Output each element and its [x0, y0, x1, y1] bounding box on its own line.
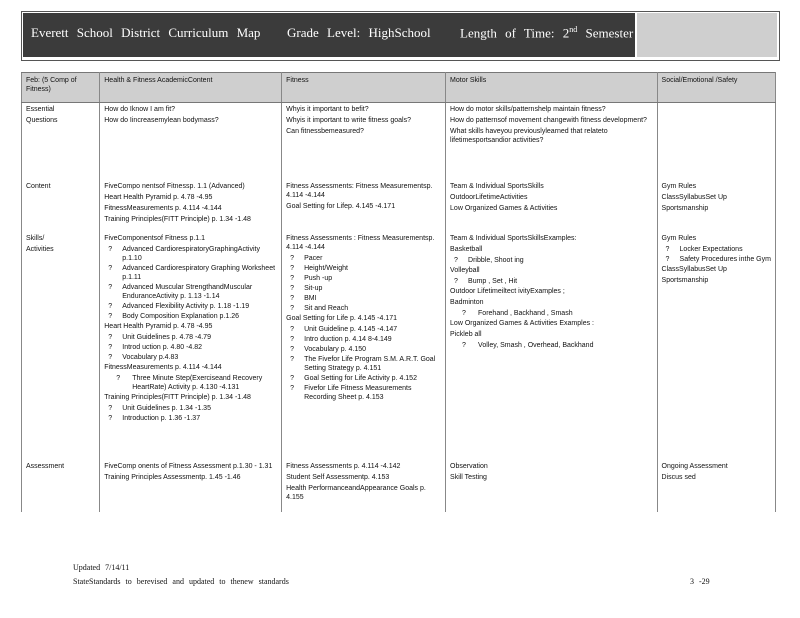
bullet-item — [286, 335, 441, 344]
bullet-marker: ? — [116, 375, 121, 382]
cell-line: Gym Rules — [661, 235, 697, 242]
bullet-text: BMI — [304, 295, 317, 302]
cell-social — [657, 232, 775, 460]
cell-health — [100, 180, 282, 232]
updated-date: Updated 7/14/11 — [73, 563, 130, 572]
bullet-item — [104, 414, 277, 423]
bullet-item — [286, 345, 441, 354]
bullet-item — [286, 294, 441, 303]
cell-line: Badminton — [450, 299, 484, 306]
bullet-text: Vocabulary p. 4.150 — [304, 346, 367, 353]
cell-line: Volleyball — [450, 267, 480, 274]
bullet-text: Safety Procedures inthe Gym — [679, 256, 771, 263]
row-label-line: Questions — [26, 117, 58, 124]
bullet-text: Locker Expectations — [679, 246, 743, 253]
cell-health — [100, 103, 282, 181]
bullet-marker: ? — [462, 310, 466, 317]
cell-line: OutdoorLifetimeActivities — [450, 194, 528, 201]
cell-line: Health PerformanceandAppearance Goals p. 4.155 — [286, 485, 426, 501]
cell-line: How do patternsof movement changewith fitness development? — [450, 117, 647, 124]
cell-line: How do Iknow I am fit? — [104, 106, 176, 113]
cell-line: How do Iincreasemylean bodymass? — [104, 117, 219, 124]
bullet-item — [286, 374, 441, 383]
cell-line: Fitness Assessments: Fitness Measurementsp. 4.114 -4.144 — [286, 183, 433, 199]
bullet-text: Height/Weight — [304, 265, 348, 272]
cell-line: Sportsmanship — [661, 277, 709, 284]
bullet-text: Unit Guidelines p. 4.78 -4.79 — [122, 334, 211, 341]
header-light-panel — [637, 13, 777, 57]
cell-line: Fitness Assessments : Fitness Measurementsp. 4.114 -4.144 — [286, 235, 435, 251]
bullet-item — [104, 353, 277, 362]
bullet-item — [286, 304, 441, 313]
bullet-text: Body Composition Explanation p.1.26 — [122, 313, 239, 320]
cell-line: Ongoing Assessment — [661, 463, 728, 470]
bullet-text: Bump , Set , Hit — [468, 278, 518, 285]
cell-line: Skill Testing — [450, 474, 487, 481]
cell-line: Low Organized Games & Activities — [450, 205, 558, 212]
bullet-marker: ? — [665, 256, 670, 263]
bullet-marker: ? — [108, 246, 113, 253]
bullet-marker: ? — [108, 405, 113, 412]
table-row-skills-activities — [22, 232, 776, 460]
cell-motor — [446, 180, 658, 232]
bullet-item — [662, 255, 771, 264]
bullet-marker: ? — [108, 265, 113, 272]
bullet-marker: ? — [290, 336, 295, 343]
cell-line: Whyis it important to befit? — [286, 106, 369, 113]
bullet-text: Intro duction p. 4.14 8-4.149 — [304, 336, 392, 343]
bullet-marker: ? — [290, 265, 295, 272]
cell-line: Observation — [450, 463, 488, 470]
bullet-text: Advanced Cardiorespiratory Graphing Worksheet p.1.11 — [122, 265, 276, 281]
cell-health — [100, 460, 282, 512]
cell-line: ClassSyllabusSet Up — [661, 266, 727, 273]
row-label — [22, 103, 100, 181]
bullet-marker: ? — [290, 275, 295, 282]
bullet-item — [286, 384, 441, 402]
bullet-item — [104, 333, 277, 342]
bullet-text: Sit and Reach — [304, 305, 349, 312]
bullet-item — [450, 277, 653, 286]
bullet-item — [450, 309, 653, 318]
standards-note: StateStandards to berevised and updated to thenew standards — [73, 577, 289, 586]
bullet-text: Introd uction p. 4.80 -4.82 — [122, 344, 203, 351]
row-label-line: Skills/ — [26, 235, 45, 242]
bullet-text: Advanced CardiorespiratoryGraphingActivity p.1.10 — [122, 246, 260, 262]
row-label-line: Assessment — [26, 463, 65, 470]
cell-fitness — [282, 103, 446, 181]
cell-line: Low Organized Games & Activities Examples : — [450, 320, 594, 327]
bullet-text: Vocabulary p.4.83 — [122, 354, 179, 361]
table-row-essential-questions — [22, 103, 776, 181]
cell-line: Goal Setting for Lifep. 4.145 -4.171 — [286, 203, 396, 210]
cell-social — [657, 180, 775, 232]
cell-line: Goal Setting for Life p. 4.145 -4.171 — [286, 315, 398, 322]
page-number: 3 -29 — [690, 577, 710, 586]
cell-line: Heart Health Pyramid p. 4.78 -4.95 — [104, 323, 213, 330]
cell-line: FiveCompo nentsof Fitnessp. 1.1 (Advanced) — [104, 183, 245, 190]
cell-motor — [446, 232, 658, 460]
bullet-marker: ? — [108, 313, 113, 320]
bullet-text: Volley, Smash , Overhead, Backhand — [478, 342, 594, 349]
cell-line: Team & Individual SportsSkillsExamples: — [450, 235, 577, 242]
row-label — [22, 180, 100, 232]
table-row-content — [22, 180, 776, 232]
cell-line: FiveComp onents of Fitness Assessment p.1.30 - 1.31 — [104, 463, 273, 470]
bullet-item — [286, 254, 441, 263]
bullet-marker: ? — [454, 257, 458, 264]
table-header-row — [22, 73, 776, 103]
cell-line: FitnessMeasurements p. 4.114 -4.144 — [104, 205, 222, 212]
header-cell: Feb: (5 Comp of Fitness) — [22, 73, 100, 103]
bullet-marker: ? — [108, 303, 113, 310]
cell-line: What skills haveyou previouslylearned that relateto lifetimesportsandior activities? — [450, 128, 608, 144]
bullet-marker: ? — [462, 342, 466, 349]
bullet-item — [104, 343, 277, 352]
cell-line: Pickleb all — [450, 331, 482, 338]
cell-motor — [446, 460, 658, 512]
bullet-marker: ? — [290, 295, 295, 302]
bullet-item — [104, 374, 277, 392]
bullet-text: The Fivefor Life Program S.M. A.R.T. Goal Setting Strategy p. 4.151 — [304, 356, 436, 372]
bullet-text: Forehand , Backhand , Smash — [478, 310, 573, 317]
cell-line: Student Self Assessmentp. 4.153 — [286, 474, 390, 481]
row-label-line: Essential — [26, 106, 55, 113]
curriculum-table — [21, 72, 776, 512]
bullet-marker: ? — [665, 246, 670, 253]
bullet-item — [104, 302, 277, 311]
bullet-text: Sit-up — [304, 285, 323, 292]
bullet-item — [286, 355, 441, 373]
cell-line: Outdoor Lifetimeiltect ivityExamples ; — [450, 288, 565, 295]
bullet-item — [104, 264, 277, 282]
cell-health — [100, 232, 282, 460]
cell-line: Training Principles Assessmentp. 1.45 -1.46 — [104, 474, 241, 481]
cell-motor — [446, 103, 658, 181]
cell-line: FiveComponentsof Fitness p.1.1 — [104, 235, 206, 242]
bullet-item — [662, 245, 771, 254]
table-row-assessment — [22, 460, 776, 512]
bullet-text: Pacer — [304, 255, 323, 262]
bullet-item — [450, 256, 653, 265]
bullet-text: Introduction p. 1.36 -1.37 — [122, 415, 201, 422]
bullet-item — [286, 274, 441, 283]
bullet-marker: ? — [290, 346, 295, 353]
bullet-marker: ? — [290, 356, 295, 363]
row-label — [22, 460, 100, 512]
cell-line: How do motor skills/patternshelp maintain fitness? — [450, 106, 606, 113]
bullet-item — [104, 404, 277, 413]
bullet-item — [104, 283, 277, 301]
cell-line: Heart Health Pyramid p. 4.78 -4.95 — [104, 194, 213, 201]
cell-line: Can fitnessbemeasured? — [286, 128, 364, 135]
bullet-marker: ? — [108, 354, 113, 361]
bullet-text: Three Minute Step(Exerciseand Recovery HeartRate) Activity p. 4.130 -4.131 — [132, 375, 263, 391]
bullet-text: Advanced Muscular StrengthandMuscular EnduranceActivity p. 1.13 -1.14 — [122, 284, 253, 300]
bullet-text: Dribble, Shoot ing — [468, 257, 524, 264]
cell-line: Gym Rules — [661, 183, 697, 190]
bullet-marker: ? — [290, 326, 295, 333]
bullet-item — [104, 312, 277, 321]
bullet-item — [286, 325, 441, 334]
row-label-line: Activities — [26, 246, 54, 253]
row-label — [22, 232, 100, 460]
cell-line: Fitness Assessments p. 4.114 -4.142 — [286, 463, 401, 470]
bullet-marker: ? — [290, 285, 295, 292]
bullet-marker: ? — [108, 415, 113, 422]
cell-line: Whyis it important to write fitness goals? — [286, 117, 412, 124]
cell-line: Discus sed — [661, 474, 696, 481]
district-title: Everett School District Curriculum Map — [31, 25, 261, 40]
cell-line: ClassSyllabusSet Up — [661, 194, 727, 201]
bullet-marker: ? — [290, 255, 295, 262]
cell-line: Team & Individual SportsSkills — [450, 183, 544, 190]
bullet-text: Unit Guideline p. 4.145 -4.147 — [304, 326, 398, 333]
header-cell: Health & Fitness AcademicContent — [100, 73, 282, 103]
cell-fitness — [282, 232, 446, 460]
bullet-text: Fivefor Life Fitness Measurements Recording Sheet p. 4.153 — [304, 385, 412, 401]
bullet-text: Unit Guidelines p. 1.34 -1.35 — [122, 405, 211, 412]
cell-social — [657, 460, 775, 512]
bullet-marker: ? — [108, 344, 113, 351]
bullet-marker: ? — [108, 334, 113, 341]
cell-fitness — [282, 180, 446, 232]
row-label-line: Content — [26, 183, 51, 190]
header-cell: Social/Emotional /Safety — [657, 73, 775, 103]
cell-social — [657, 103, 775, 181]
bullet-marker: ? — [454, 278, 458, 285]
cell-line: Training Principles(FITT Principle) p. 1.34 -1.48 — [104, 394, 251, 401]
bullet-text: Goal Setting for Life Activity p. 4.152 — [304, 375, 417, 382]
cell-line: Sportsmanship — [661, 205, 709, 212]
cell-fitness — [282, 460, 446, 512]
bullet-marker: ? — [290, 305, 295, 312]
cell-line: Basketball — [450, 246, 483, 253]
bullet-marker: ? — [108, 284, 113, 291]
cell-line: Training Principles(FITT Principle) p. 1.34 -1.48 — [104, 216, 251, 223]
bullet-text: Push -up — [304, 275, 333, 282]
bullet-item — [286, 284, 441, 293]
header-banner — [21, 11, 780, 61]
bullet-text: Advanced Flexibility Activity p. 1.18 -1.19 — [122, 303, 250, 310]
grade-level: Grade Level: HighSchool — [287, 25, 431, 40]
length-of-time: Length of Time: 2nd Semester — [460, 25, 634, 41]
header-cell: Fitness — [282, 73, 446, 103]
cell-line: FitnessMeasurements p. 4.114 -4.144 — [104, 364, 222, 371]
bullet-marker: ? — [290, 375, 295, 382]
header-cell: Motor Skills — [446, 73, 658, 103]
bullet-item — [286, 264, 441, 273]
bullet-item — [450, 341, 653, 350]
bullet-marker: ? — [290, 385, 295, 392]
bullet-item — [104, 245, 277, 263]
